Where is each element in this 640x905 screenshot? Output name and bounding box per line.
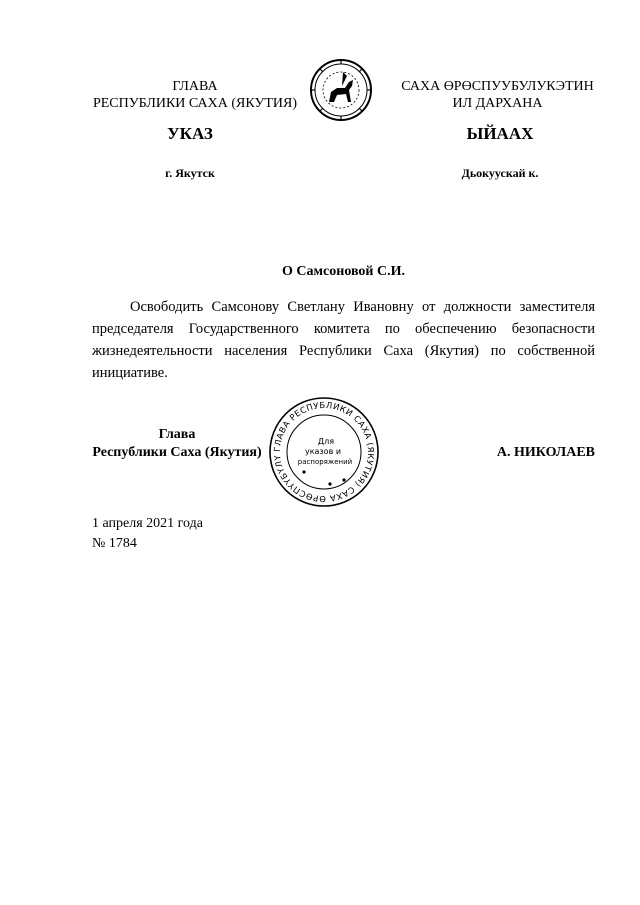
doc-title-sakha: ЫЙААХ bbox=[466, 124, 534, 143]
header-left-line1: ГЛАВА bbox=[172, 79, 218, 94]
header-right bbox=[385, 78, 610, 112]
stamp-ring-text: ГЛАВА РЕСПУБЛИКИ САХА (ЯКУТИЯ) САХА ӨРӨСПҮҮБҮЛҮ bbox=[271, 399, 377, 505]
signature-position-line2: Республики Саха (Якутия) bbox=[92, 445, 262, 460]
stamp-center-line3: распоряжений bbox=[297, 458, 353, 466]
doc-date: 1 апреля 2021 года bbox=[92, 516, 203, 531]
doc-title-ru: УКАЗ bbox=[167, 124, 213, 143]
header-right-line2: ИЛ ДАРХАНА bbox=[452, 96, 543, 111]
official-seal-stamp bbox=[268, 396, 380, 508]
stamp-center-line2: указов и bbox=[304, 447, 342, 456]
header-left-line2: РЕСПУБЛИКИ САХА (ЯКУТИЯ) bbox=[92, 96, 298, 111]
city-sakha: Дьокуускай к. bbox=[461, 166, 539, 180]
signature-position-line1: Глава bbox=[158, 427, 196, 442]
header-right-line1: САХА ӨРӨСПУУБУЛУКЭТИН bbox=[401, 79, 594, 94]
doc-body: Освободить Самсонову Светлану Ивановну от должности заместителя председателя Государственного комитета по обеспечению безопасности жизнедеятельности населения Республики Саха (Якутия) по собственной инициативе. bbox=[92, 299, 595, 381]
coat-of-arms-emblem bbox=[309, 58, 373, 122]
city-ru: г. Якутск bbox=[165, 166, 215, 180]
stamp-center-line1: Для bbox=[317, 437, 335, 446]
signature-position bbox=[92, 426, 262, 462]
doc-number: № 1784 bbox=[92, 536, 137, 551]
doc-subject: О Самсоновой С.И. bbox=[282, 264, 405, 279]
header-left bbox=[80, 78, 310, 112]
doc-footer bbox=[92, 514, 392, 554]
signature-name: А. НИКОЛАЕВ bbox=[496, 445, 595, 460]
